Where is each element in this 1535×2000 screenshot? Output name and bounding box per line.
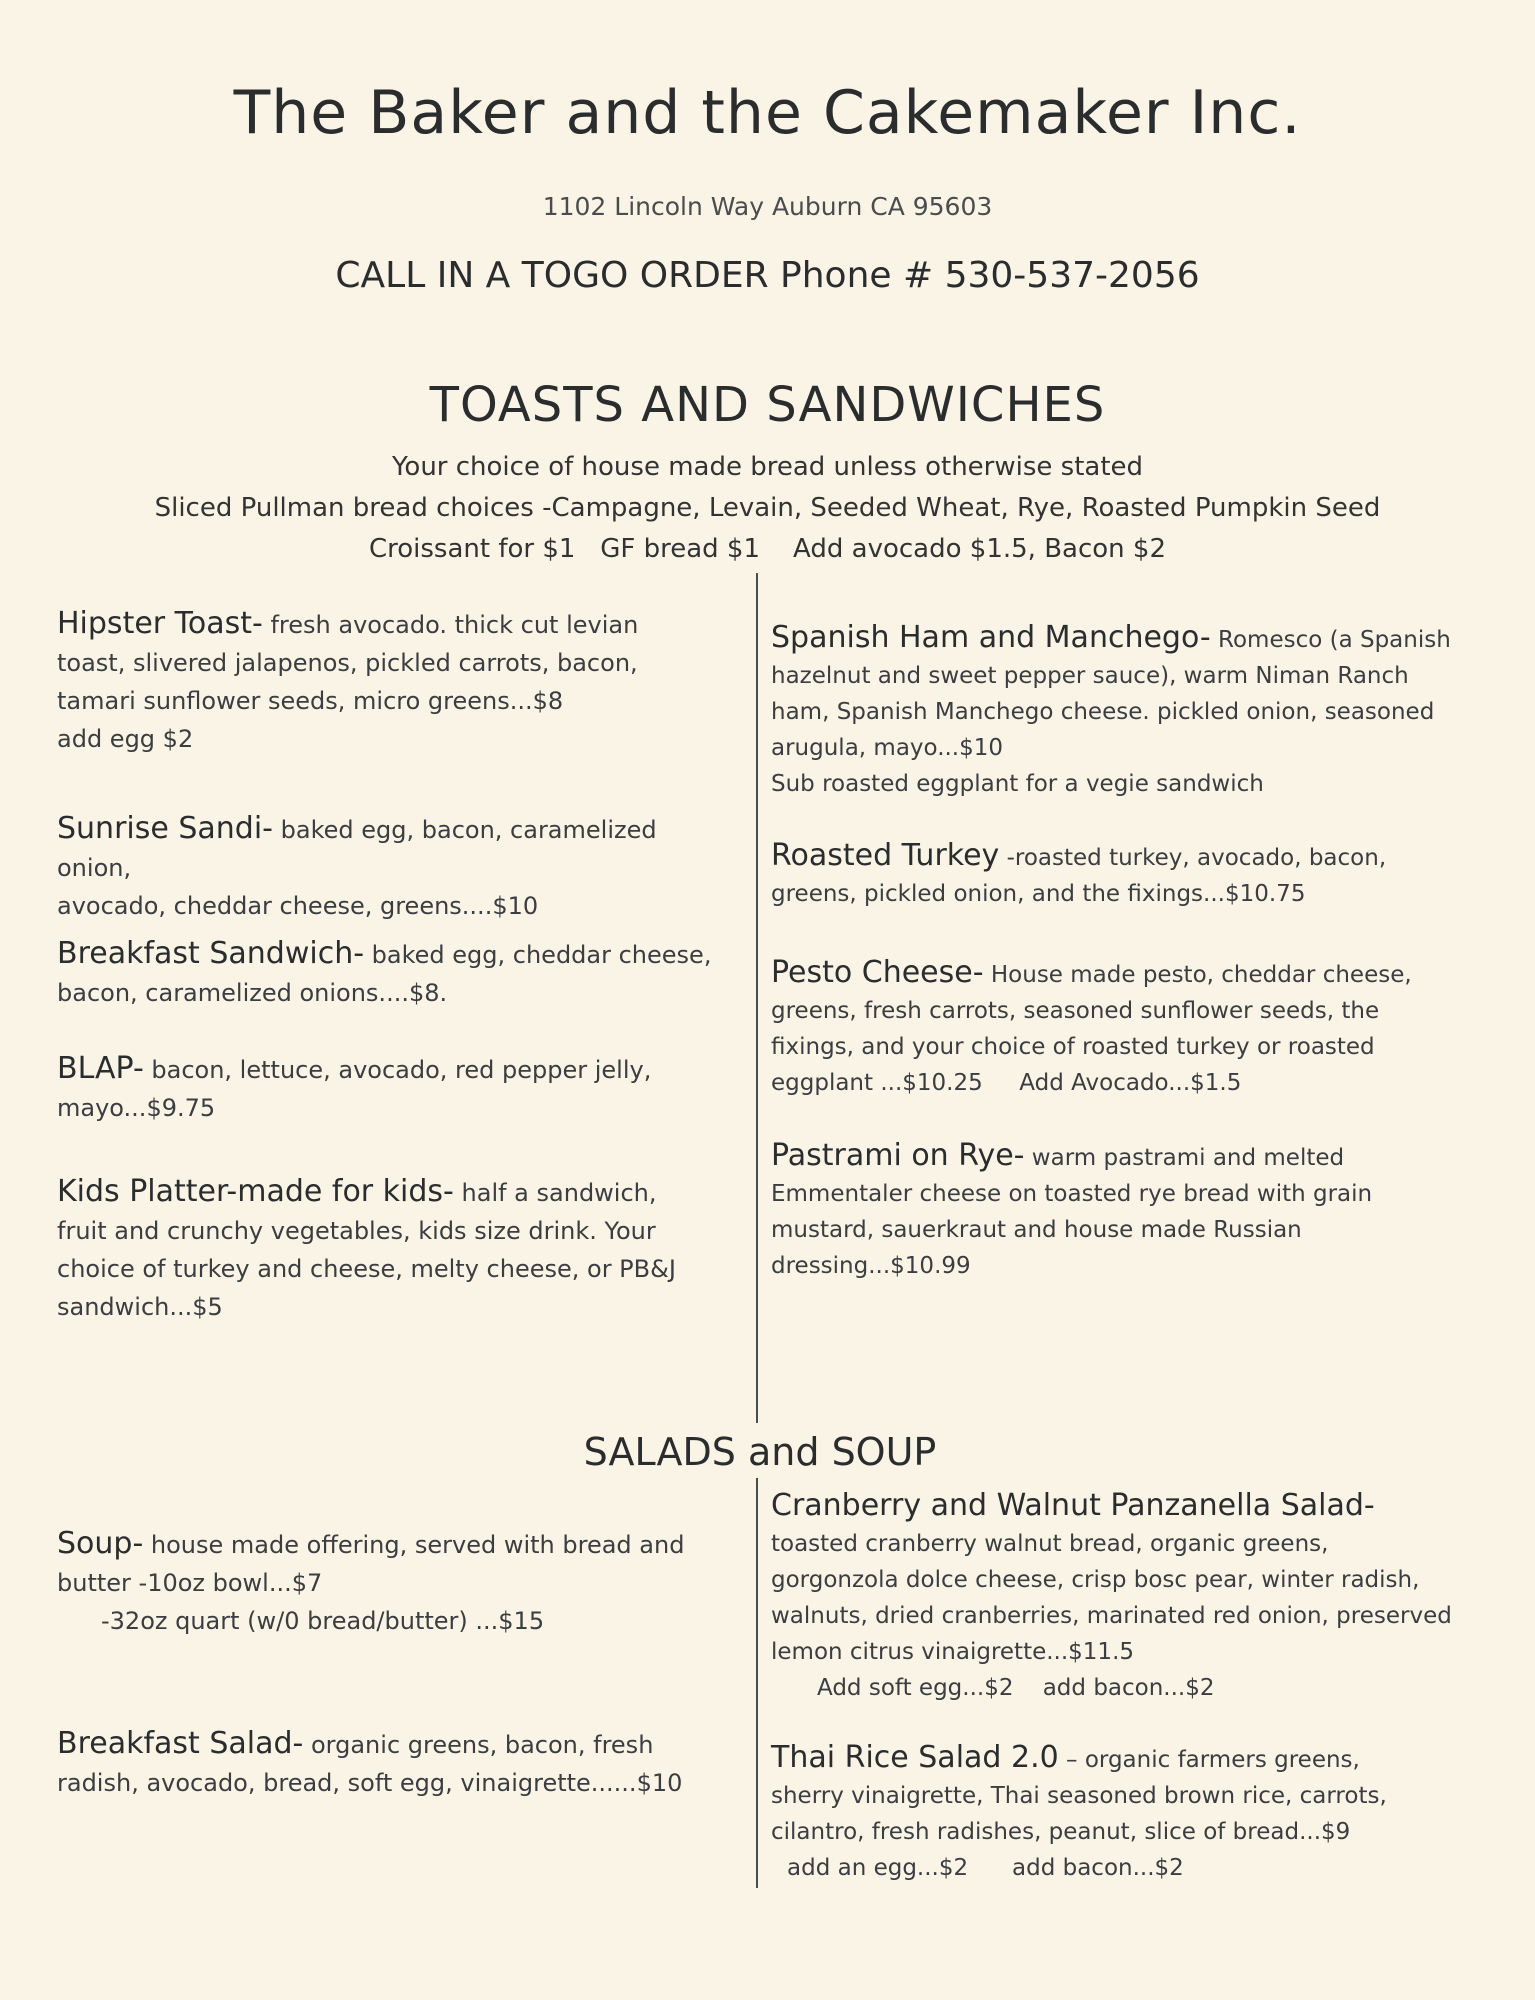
- menu-item-kids-platter: [57, 1173, 737, 1326]
- menu-item-name: Kids Platter-made for kids-: [57, 1174, 454, 1209]
- menu-item-desc: add an egg...$2 add bacon...$2: [787, 1855, 1184, 1881]
- menu-item-desc: avocado, cheddar cheese, greens....$10: [57, 892, 539, 920]
- menu-item-breakfast-salad: [57, 1725, 737, 1802]
- menu-item-desc: half a sandwich,: [453, 1179, 657, 1207]
- menu-item-desc: hazelnut and sweet pepper sauce), warm Niman Ranch: [771, 663, 1409, 689]
- section-title-salads: SALADS and SOUP: [583, 1430, 937, 1474]
- togo-phone-line: CALL IN A TOGO ORDER Phone # 530-537-2056: [335, 255, 1200, 296]
- menu-item-desc: dressing...$10.99: [771, 1253, 971, 1279]
- menu-item-desc: mayo...$9.75: [57, 1094, 216, 1122]
- menu-item-sunrise-sandi: [57, 810, 737, 925]
- menu-item-desc: eggplant ...$10.25 Add Avocado...$1.5: [771, 1070, 1242, 1096]
- menu-item-name: Sunrise Sandi-: [57, 811, 274, 846]
- menu-item-desc: add egg $2: [57, 725, 194, 753]
- menu-item-desc: -32oz quart (w/0 bread/butter) ...$15: [101, 1607, 545, 1635]
- menu-item-panzanella-salad: [771, 1488, 1471, 1706]
- menu-item-desc: baked egg, cheddar cheese,: [364, 941, 712, 969]
- menu-item-desc: fixings, and your choice of roasted turkey or roasted: [771, 1034, 1375, 1060]
- menu-item-desc: toasted cranberry walnut bread, organic greens,: [771, 1531, 1329, 1557]
- menu-item-desc: arugula, mayo...$10: [771, 735, 1004, 761]
- menu-item-desc: organic greens, bacon, fresh: [303, 1731, 654, 1759]
- menu-item-pastrami-on-rye: [771, 1138, 1471, 1284]
- menu-item-name: Spanish Ham and Manchego-: [771, 620, 1211, 655]
- menu-item-roasted-turkey: [771, 838, 1471, 912]
- menu-item-name: Hipster Toast-: [57, 606, 263, 641]
- menu-item-desc: Sub roasted eggplant for a vegie sandwich: [771, 771, 1264, 797]
- menu-item-desc: greens, fresh carrots, seasoned sunflower seeds, the: [771, 998, 1380, 1024]
- menu-item-name: BLAP-: [57, 1051, 144, 1086]
- column-divider: [756, 1478, 758, 1888]
- menu-item-desc: lemon citrus vinaigrette...$11.5: [771, 1639, 1135, 1665]
- menu-item-desc: greens, pickled onion, and the fixings...$10.75: [771, 881, 1306, 907]
- menu-item-pesto-cheese: [771, 955, 1471, 1101]
- menu-item-desc: Romesco (a Spanish: [1210, 627, 1451, 653]
- menu-item-desc: choice of turkey and cheese, melty cheese, or PB&J: [57, 1255, 676, 1283]
- menu-item-desc: House made pesto, cheddar cheese,: [983, 962, 1412, 988]
- menu-item-desc: walnuts, dried cranberries, marinated red onion, preserved: [771, 1603, 1452, 1629]
- intro-line: Sliced Pullman bread choices -Campagne, Levain, Seeded Wheat, Rye, Roasted Pumpkin Seed: [154, 493, 1381, 523]
- restaurant-address: 1102 Lincoln Way Auburn CA 95603: [542, 192, 993, 221]
- intro-line: Your choice of house made bread unless otherwise stated: [391, 452, 1144, 482]
- menu-item-name: Thai Rice Salad 2.0: [771, 1740, 1059, 1775]
- section-title-toasts: TOASTS AND SANDWICHES: [429, 377, 1106, 433]
- menu-item-desc: cilantro, fresh radishes, peanut, slice of bread...$9: [771, 1819, 1351, 1845]
- restaurant-title: The Baker and the Cakemaker Inc.: [233, 78, 1302, 148]
- toasts-intro: [0, 447, 1535, 570]
- menu-item-thai-rice-salad: [771, 1740, 1471, 1886]
- menu-item-desc: toast, slivered jalapenos, pickled carrots, bacon,: [57, 649, 638, 677]
- menu-item-desc: fruit and crunchy vegetables, kids size drink. Your: [57, 1217, 656, 1245]
- menu-item-desc: sandwich...$5: [57, 1293, 223, 1321]
- column-divider: [756, 573, 758, 1423]
- menu-item-desc: – organic farmers greens,: [1058, 1747, 1360, 1773]
- menu-item-desc: radish, avocado, bread, soft egg, vinaigrette......$10: [57, 1769, 683, 1797]
- menu-item-breakfast-sandwich: [57, 935, 737, 1012]
- menu-item-desc: -roasted turkey, avocado, bacon,: [999, 845, 1387, 871]
- menu-item-desc: baked egg, bacon, caramelized onion,: [57, 816, 657, 882]
- intro-line: Croissant for $1 GF bread $1 Add avocado $1.5, Bacon $2: [368, 534, 1167, 564]
- menu-item-desc: mustard, sauerkraut and house made Russian: [771, 1217, 1302, 1243]
- menu-item-name: Pesto Cheese-: [771, 955, 984, 990]
- menu-item-desc: fresh avocado. thick cut levian: [262, 611, 639, 639]
- menu-item-name: Breakfast Sandwich-: [57, 936, 365, 971]
- menu-item-desc: gorgonzola dolce cheese, crisp bosc pear, winter radish,: [771, 1567, 1420, 1593]
- menu-item-desc: tamari sunflower seeds, micro greens...$8: [57, 687, 564, 715]
- menu-item-desc: bacon, lettuce, avocado, red pepper jelly,: [143, 1056, 652, 1084]
- menu-item-desc: house made offering, served with bread and: [143, 1531, 685, 1559]
- menu-item-desc: warm pastrami and melted: [1024, 1145, 1345, 1171]
- menu-item-name: Pastrami on Rye-: [771, 1138, 1025, 1173]
- menu-item-name: Cranberry and Walnut Panzanella Salad-: [771, 1488, 1375, 1523]
- menu-item-name: Roasted Turkey: [771, 838, 1000, 873]
- menu-item-name: Breakfast Salad-: [57, 1726, 304, 1761]
- menu-item-desc: Add soft egg...$2 add bacon...$2: [817, 1675, 1215, 1701]
- menu-item-desc: Emmentaler cheese on toasted rye bread with grain: [771, 1181, 1373, 1207]
- menu-item-hipster-toast: [57, 605, 737, 758]
- menu-item-desc: ham, Spanish Manchego cheese. pickled onion, seasoned: [771, 699, 1435, 725]
- menu-item-soup: [57, 1525, 737, 1640]
- menu-item-blap: [57, 1050, 737, 1127]
- menu-item-desc: butter -10oz bowl...$7: [57, 1569, 323, 1597]
- menu-item-desc: sherry vinaigrette, Thai seasoned brown rice, carrots,: [771, 1783, 1387, 1809]
- menu-item-spanish-ham: [771, 620, 1471, 802]
- menu-item-desc: bacon, caramelized onions....$8.: [57, 979, 448, 1007]
- menu-item-name: Soup-: [57, 1526, 144, 1561]
